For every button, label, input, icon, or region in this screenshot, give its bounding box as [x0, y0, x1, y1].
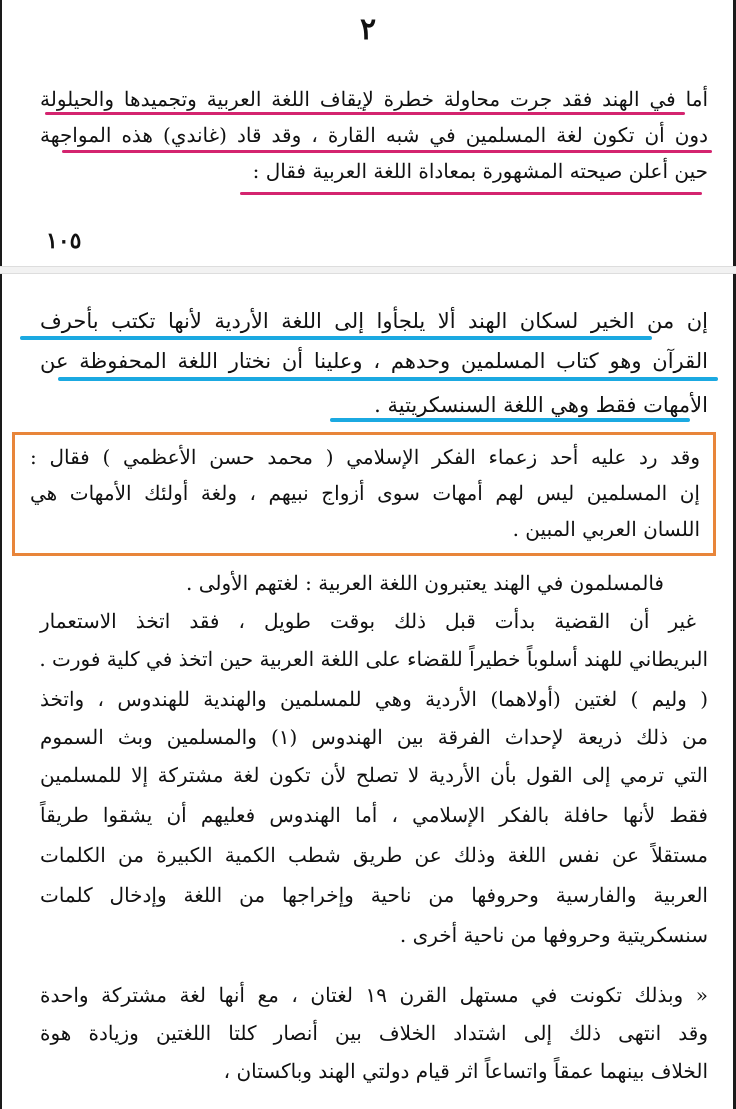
quote-line-2: القرآن وهو كتاب المسلمين وحدهم ، وعلينا أن نختار اللغة المحفوظة عن [40, 349, 708, 373]
body-line-10: سنسكريتية وحروفها من ناحية أخرى . [399, 923, 708, 947]
body-line-1: فالمسلمون في الهند يعتبرون اللغة العربية : لغتهم الأولى . [186, 571, 664, 595]
side-page-number: ١٠٥ [46, 228, 82, 254]
response-line-2: إن المسلمين ليس لهم أمهات سوى أزواج نبيهم ، ولغة أولئك الأمهات هي [30, 481, 700, 505]
pink-underline-3 [240, 192, 702, 195]
closing-line-1: « وبذلك تكونت في مستهل القرن ١٩ لغتان ، مع أنها لغة مشتركة واحدة [40, 983, 708, 1007]
blue-underline-1 [20, 336, 652, 340]
body-line-4: ( وليم ) لغتين (أولاهما) الأردية وهي للمسلمين والهندية للهندوس ، واتخذ [40, 687, 708, 711]
body-line-9: العربية والفارسية وحروفها من ناحية وإخراجها من اللغة وإدخال كلمات [40, 883, 708, 907]
section1-line-3: حين أعلن صيحته المشهورة بمعاداة اللغة العربية فقال : [252, 159, 708, 183]
body-line-5: من ذلك ذريعة لإحداث الفرقة بين الهندوس (١) والمسلمين وبث السموم [40, 725, 708, 749]
response-line-3: اللسان العربي المبين . [512, 517, 700, 541]
body-line-7: فقط لأنها حافلة بالفكر الإسلامي ، أما الهندوس فعليهم أن يشقوا طريقاً [40, 803, 708, 827]
body-line-6: التي ترمي إلى القول بأن الأردية لا تصلح لأن تكون لغة مشتركة إلا للمسلمين [40, 763, 708, 787]
blue-underline-2 [58, 377, 718, 381]
section1-line-1: أما في الهند فقد جرت محاولة خطرة لإيقاف اللغة العربية وتجميدها والحيلولة [40, 87, 708, 111]
page-number: ٢ [359, 12, 377, 47]
closing-line-2: وقد انتهى ذلك إلى اشتداد الخلاف بين أنصار كلتا اللغتين وزيادة هوة [40, 1021, 708, 1045]
section1-line-2: دون أن تكون لغة المسلمين في شبه القارة ، وقد قاد (غاندي) هذه المواجهة [40, 123, 708, 147]
body-line-3: البريطاني للهند أسلوباً خطيراً للقضاء على اللغة العربية حين اتخذ في كلية فورت . [39, 647, 708, 671]
blue-underline-3 [330, 418, 690, 422]
quote-line-3: الأمهات فقط وهي اللغة السنسكريتية . [374, 393, 708, 417]
closing-line-3: الخلاف بينهما عمقاً واتساعاً اثر قيام دولتي الهند وباكستان ، [223, 1059, 708, 1083]
pink-underline-1 [45, 112, 685, 115]
quote-line-1: إن من الخير لسكان الهند ألا يلجأوا إلى اللغة الأردية لأنها تكتب بأحرف [40, 309, 708, 333]
pink-underline-2 [62, 150, 712, 153]
page-separator [0, 266, 736, 274]
body-line-2: غير أن القضية بدأت قبل ذلك بوقت طويل ، فقد اتخذ الاستعمار [40, 609, 697, 633]
body-line-8: مستقلاً عن نفس اللغة وذلك عن طريق شطب الكمية الكبيرة من الكلمات [40, 843, 708, 867]
response-line-1: وقد رد عليه أحد زعماء الفكر الإسلامي ( محمد حسن الأعظمي ) فقال : [30, 445, 700, 469]
